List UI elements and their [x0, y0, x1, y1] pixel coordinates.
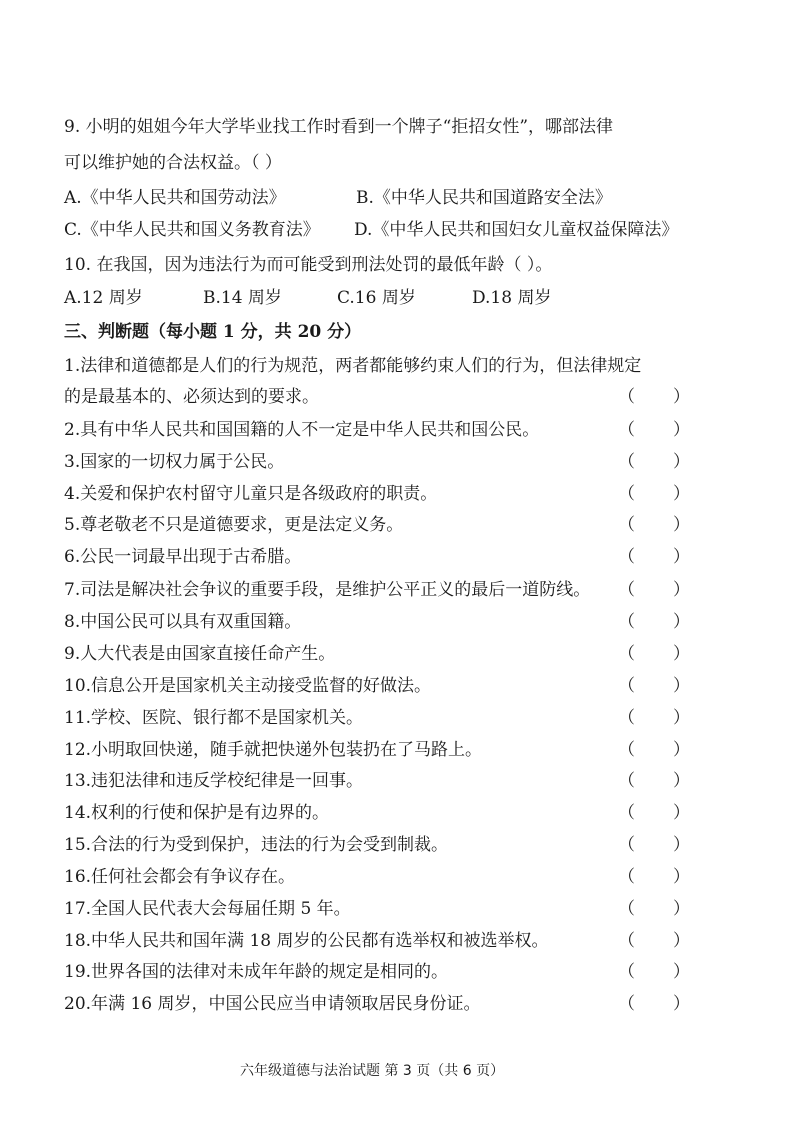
judge-item-6: 6.公民一词最早出现于古希腊。	[64, 547, 302, 567]
answer-paren-14: （ ）	[618, 803, 690, 823]
answer-paren-3: （ ）	[618, 452, 690, 472]
judge-item-2: 2.具有中华人民共和国国籍的人不一定是中华人民共和国公民。	[64, 420, 540, 440]
answer-paren-2: （ ）	[618, 420, 690, 440]
judge-item-13: 13.违犯法律和违反学校纪律是一回事。	[64, 771, 364, 791]
judge-item-15: 15.合法的行为受到保护，违法的行为会受到制裁。	[64, 835, 449, 855]
question-9-option-d: D.《中华人民共和国妇女儿童权益保障法》	[354, 220, 679, 240]
judge-item-3: 3.国家的一切权力属于公民。	[64, 452, 285, 472]
question-10-line: 10. 在我国，因为违法行为而可能受到刑法处罚的最低年龄（ ）。	[64, 255, 553, 275]
question-9-option-a: A.《中华人民共和国劳动法》	[64, 188, 286, 208]
judge-item-7: 7.司法是解决社会争议的重要手段，是维护公平正义的最后一道防线。	[64, 580, 591, 600]
answer-paren-15: （ ）	[618, 835, 690, 855]
question-10-option-d: D.18 周岁	[472, 288, 552, 308]
judge-item-14: 14.权利的行使和保护是有边界的。	[64, 803, 330, 823]
page-footer: 六年级道德与法治试题 第 3 页（共 6 页）	[240, 1063, 505, 1079]
answer-paren-8: （ ）	[618, 612, 690, 632]
answer-paren-13: （ ）	[618, 771, 690, 791]
judge-item-12: 12.小明取回快递，随手就把快递外包装扔在了马路上。	[64, 740, 483, 760]
answer-paren-17: （ ）	[618, 899, 690, 919]
answer-paren-9: （ ）	[618, 644, 690, 664]
judge-item-18: 18.中华人民共和国年满 18 周岁的公民都有选举权和被选举权。	[64, 931, 549, 951]
question-9-option-c: C.《中华人民共和国义务教育法》	[64, 220, 320, 240]
question-10-option-b: B.14 周岁	[203, 288, 282, 308]
judge-item-10: 10.信息公开是国家机关主动接受监督的好做法。	[64, 676, 432, 696]
question-10-option-a: A.12 周岁	[64, 288, 143, 308]
question-9-option-b: B.《中华人民共和国道路安全法》	[356, 188, 612, 208]
judge-item-4: 4.关爱和保护农村留守儿童只是各级政府的职责。	[64, 484, 438, 504]
answer-paren-18: （ ）	[618, 931, 690, 951]
judge-item-1-line-2: 的是最基本的、必须达到的要求。	[64, 387, 319, 407]
judge-item-5: 5.尊老敬老不只是道德要求，更是法定义务。	[64, 515, 404, 535]
question-9-line-1: 9. 小明的姐姐今年大学毕业找工作时看到一个牌子“拒招女性”，哪部法律	[64, 117, 614, 137]
answer-paren-19: （ ）	[618, 962, 690, 982]
question-10-option-c: C.16 周岁	[337, 288, 416, 308]
judge-item-16: 16.任何社会都会有争议存在。	[64, 867, 296, 887]
answer-paren-16: （ ）	[618, 867, 690, 887]
answer-paren-5: （ ）	[618, 515, 690, 535]
section-3-title: 三、判断题（每小题 1 分，共 20 分）	[64, 322, 362, 342]
answer-paren-6: （ ）	[618, 547, 690, 567]
judge-item-9: 9.人大代表是由国家直接任命产生。	[64, 644, 336, 664]
judge-item-11: 11.学校、医院、银行都不是国家机关。	[64, 708, 364, 728]
answer-paren-4: （ ）	[618, 484, 690, 504]
judge-item-19: 19.世界各国的法律对未成年年龄的规定是相同的。	[64, 962, 449, 982]
judge-item-17: 17.全国人民代表大会每届任期 5 年。	[64, 899, 351, 919]
judge-item-8: 8.中国公民可以具有双重国籍。	[64, 612, 302, 632]
answer-paren-11: （ ）	[618, 708, 690, 728]
answer-paren-7: （ ）	[618, 580, 690, 600]
answer-paren-1: （ ）	[618, 387, 690, 407]
judge-item-1-line-1: 1.法律和道德都是人们的行为规范，两者都能够约束人们的行为，但法律规定	[64, 356, 642, 376]
answer-paren-12: （ ）	[618, 740, 690, 760]
answer-paren-10: （ ）	[618, 676, 690, 696]
answer-paren-20: （ ）	[618, 994, 690, 1014]
judge-item-20: 20.年满 16 周岁，中国公民应当申请领取居民身份证。	[64, 994, 481, 1014]
question-9-line-2: 可以维护她的合法权益。（ ）	[64, 153, 282, 173]
